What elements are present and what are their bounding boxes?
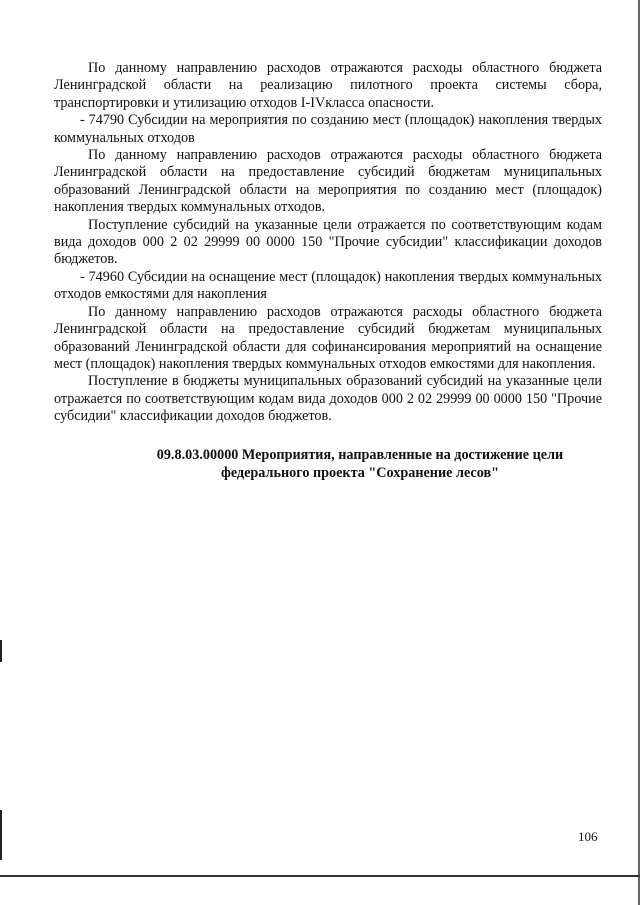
body-text	[54, 60, 602, 426]
list-item-74790: - 74790 Субсидии на мероприятия по созданию мест (площадок) накопления твердых коммунальных отходов	[54, 112, 602, 146]
scan-mark-left-2	[0, 810, 2, 860]
scan-mark-left-1	[0, 640, 2, 662]
list-item-74960: - 74960 Субсидии на оснащение мест (площадок) накопления твердых коммунальных отходов емкостями для накопления	[54, 268, 602, 303]
paragraph-1: По данному направлению расходов отражаются расходы областного бюджета Ленинградской области на реализацию пилотного проекта системы сбора, транспортировки и утилизацию отходов I-IVкласса опасности.	[54, 60, 602, 111]
section-heading-line-2: федерального проекта "Сохранение лесов"	[221, 465, 499, 481]
page-number: 106	[578, 829, 598, 844]
section-heading	[80, 446, 640, 482]
bottom-border-line	[0, 875, 640, 877]
paragraph-4: По данному направлению расходов отражаются расходы областного бюджета Ленинградской области на предоставление субсидий бюджетам муниципальных образований Ленинградской области для софинансирования мероприятий на оснащение мест (площадок) накопления твердых коммунальных отходов емкостями для накопления.	[54, 303, 602, 372]
paragraph-5: Поступление в бюджеты муниципальных образований субсидий на указанные цели отражается по соответствующим кодам вида доходов 000 2 02 29999 00 0000 150 "Прочие субсидии" классификации доходов бюджетов.	[54, 373, 602, 425]
paragraph-3: Поступление субсидий на указанные цели отражается по соответствующим кодам вида доходов 000 2 02 29999 00 0000 150 "Прочие субсидии" классификации доходов бюджетов.	[54, 216, 602, 268]
section-heading-line-1: 09.8.03.00000 Мероприятия, направленные на достижение цели	[156, 447, 564, 463]
paragraph-2: По данному направлению расходов отражаются расходы областного бюджета Ленинградской области на предоставление субсидий бюджетам муниципальных образований Ленинградской области на мероприятия по созданию мест (площадок) накопления твердых коммунальных отходов.	[54, 147, 602, 216]
